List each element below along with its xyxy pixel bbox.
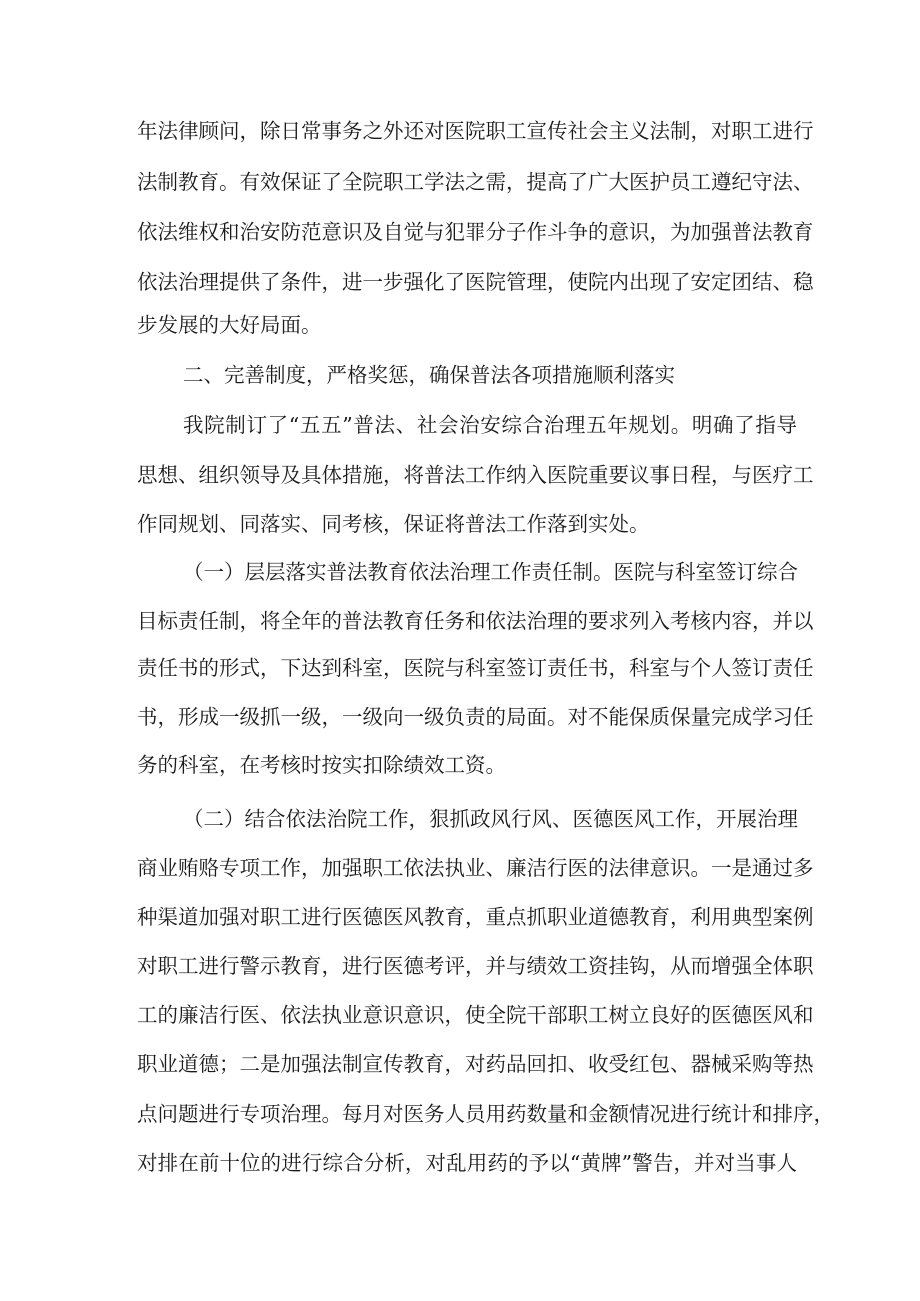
paragraph-line: 书，形成一级抓一级，一级向一级负责的局面。对不能保质保量完成学习任 <box>137 705 814 729</box>
paragraph-line: 依法治理提供了条件，进一步强化了医院管理，使院内出现了安定团结、稳 <box>137 270 814 294</box>
paragraph-line: 法制教育。有效保证了全院职工学法之需，提高了广大医护员工遵纪守法、 <box>137 170 814 194</box>
paragraph-line: 依法维权和治安防范意识及自觉与犯罪分子作斗争的意识，为加强普法教育 <box>137 220 814 244</box>
paragraph-line: 我院制订了“五五”普法、社会治安综合治理五年规划。明确了指导 <box>183 413 797 437</box>
paragraph-line: 责任书的形式，下达到科室，医院与科室签订责任书，科室与个人签订责任 <box>137 656 814 680</box>
paragraph-line: 工的廉洁行医、依法执业意识意识，使全院干部职工树立良好的医德医风和 <box>137 1003 814 1027</box>
paragraph-line: 商业贿赂专项工作，加强职工依法执业、廉洁行医的法律意识。一是通过多 <box>137 856 814 880</box>
paragraph-line: 务的科室，在考核时按实扣除绩效工资。 <box>137 753 506 777</box>
paragraph-line: （二）结合依法治院工作，狠抓政风行风、医德医风工作，开展治理 <box>183 807 798 831</box>
paragraph-line: 年法律顾问，除日常事务之外还对医院职工宣传社会主义法制，对职工进行 <box>137 119 814 143</box>
paragraph-line: 点问题进行专项治理。每月对医务人员用药数量和金额情况进行统计和排序， <box>137 1102 834 1126</box>
paragraph-line: 种渠道加强对职工进行医德医风教育，重点抓职业道德教育，利用典型案例 <box>137 905 814 929</box>
paragraph-line: 步发展的大好局面。 <box>137 313 322 337</box>
section-heading: 二、完善制度，严格奖惩，确保普法各项措施顺利落实 <box>183 363 675 387</box>
paragraph-line: （一）层层落实普法教育依法治理工作责任制。医院与科室签订综合 <box>183 560 798 584</box>
paragraph-line: 对职工进行警示教育，进行医德考评，并与绩效工资挂钩，从而增强全体职 <box>137 954 814 978</box>
paragraph-line: 目标责任制，将全年的普法教育任务和依法治理的要求列入考核内容，并以 <box>137 609 814 633</box>
paragraph-line: 思想、组织领导及具体措施，将普法工作纳入医院重要议事日程，与医疗工 <box>137 463 814 487</box>
paragraph-line: 对排在前十位的进行综合分析，对乱用药的予以“黄牌”警告，并对当事人 <box>137 1151 797 1175</box>
paragraph-line: 作同规划、同落实、同考核，保证将普法工作落到实处。 <box>137 512 650 536</box>
paragraph-line: 职业道德；二是加强法制宣传教育，对药品回扣、收受红包、器械采购等热 <box>137 1052 814 1076</box>
